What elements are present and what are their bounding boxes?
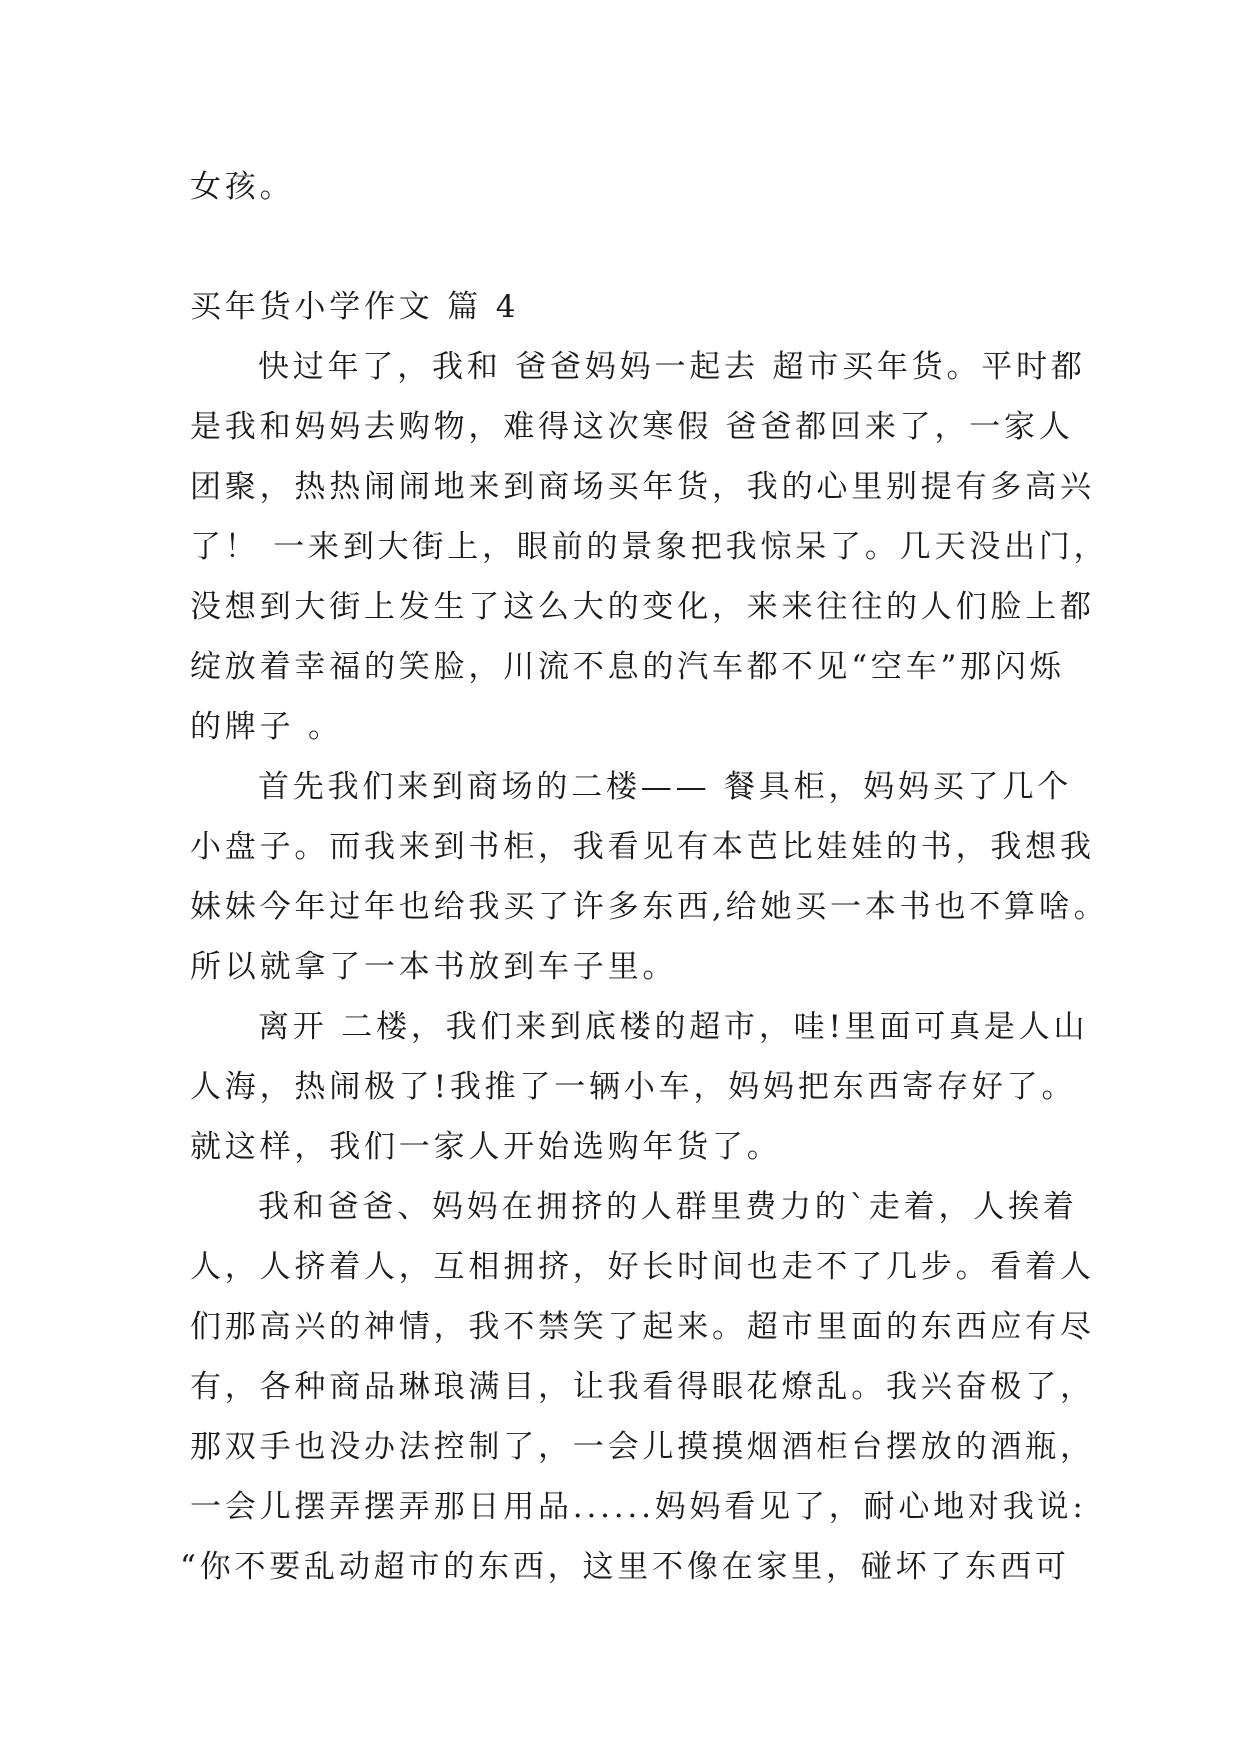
text-line: 所以就拿了一本书放到车子里。 <box>190 949 678 985</box>
text-line: 我和爸爸、妈妈在拥挤的人群里费力的`走着，人挨着 <box>258 1189 1078 1225</box>
text-line: 小盘子。而我来到书柜，我看见有本芭比娃娃的书，我想我 <box>190 829 1095 865</box>
text-line: 一会儿摆弄摆弄那日用品......妈妈看见了，耐心地对我说: <box>190 1489 1087 1525</box>
section-heading: 买年货小学作文 篇 4 <box>190 289 520 325</box>
text-line: 们那高兴的神情，我不禁笑了起来。超市里面的东西应有尽 <box>190 1309 1095 1345</box>
text-line: 女孩。 <box>190 169 295 205</box>
text-line: 的牌子 。 <box>190 709 343 745</box>
text-line: 了！ 一来到大街上，眼前的景象把我惊呆了。几天没出门， <box>190 529 1109 565</box>
text-line: 是我和妈妈去购物，难得这次寒假 爸爸都回来了，一家人 <box>190 409 1074 445</box>
text-line: 人海，热闹极了!我推了一辆小车，妈妈把东西寄存好了。 <box>190 1069 1077 1105</box>
text-line: 快过年了，我和 爸爸妈妈一起去 超市买年货。平时都 <box>258 349 1086 385</box>
text-line: 首先我们来到商场的二楼—— 餐具柜，妈妈买了几个 <box>258 769 1073 805</box>
text-line: 那双手也没办法控制了，一会儿摸摸烟酒柜台摆放的酒瓶， <box>190 1429 1095 1465</box>
text-line: 就这样，我们一家人开始选购年货了。 <box>190 1129 782 1165</box>
text-line: 绽放着幸福的笑脸，川流不息的汽车都不见“空车”那闪烁 <box>190 649 1065 685</box>
text-line: 人，人挤着人，互相拥挤，好长时间也走不了几步。看着人 <box>190 1249 1095 1285</box>
text-line: 妹妹今年过年也给我买了许多东西,给她买一本书也不算啥。 <box>190 889 1109 925</box>
text-line: 离开 二楼，我们来到底楼的超市，哇!里面可真是人山 <box>258 1009 1089 1045</box>
text-line: “你不要乱动超市的东西，这里不像在家里，碰坏了东西可 <box>180 1549 1070 1585</box>
text-line: 有，各种商品琳琅满目，让我看得眼花燎乱。我兴奋极了， <box>190 1369 1095 1405</box>
text-line: 团聚，热热闹闹地来到商场买年货，我的心里别提有多高兴 <box>190 469 1095 505</box>
text-line: 没想到大街上发生了这么大的变化，来来往往的人们脸上都 <box>190 589 1095 625</box>
